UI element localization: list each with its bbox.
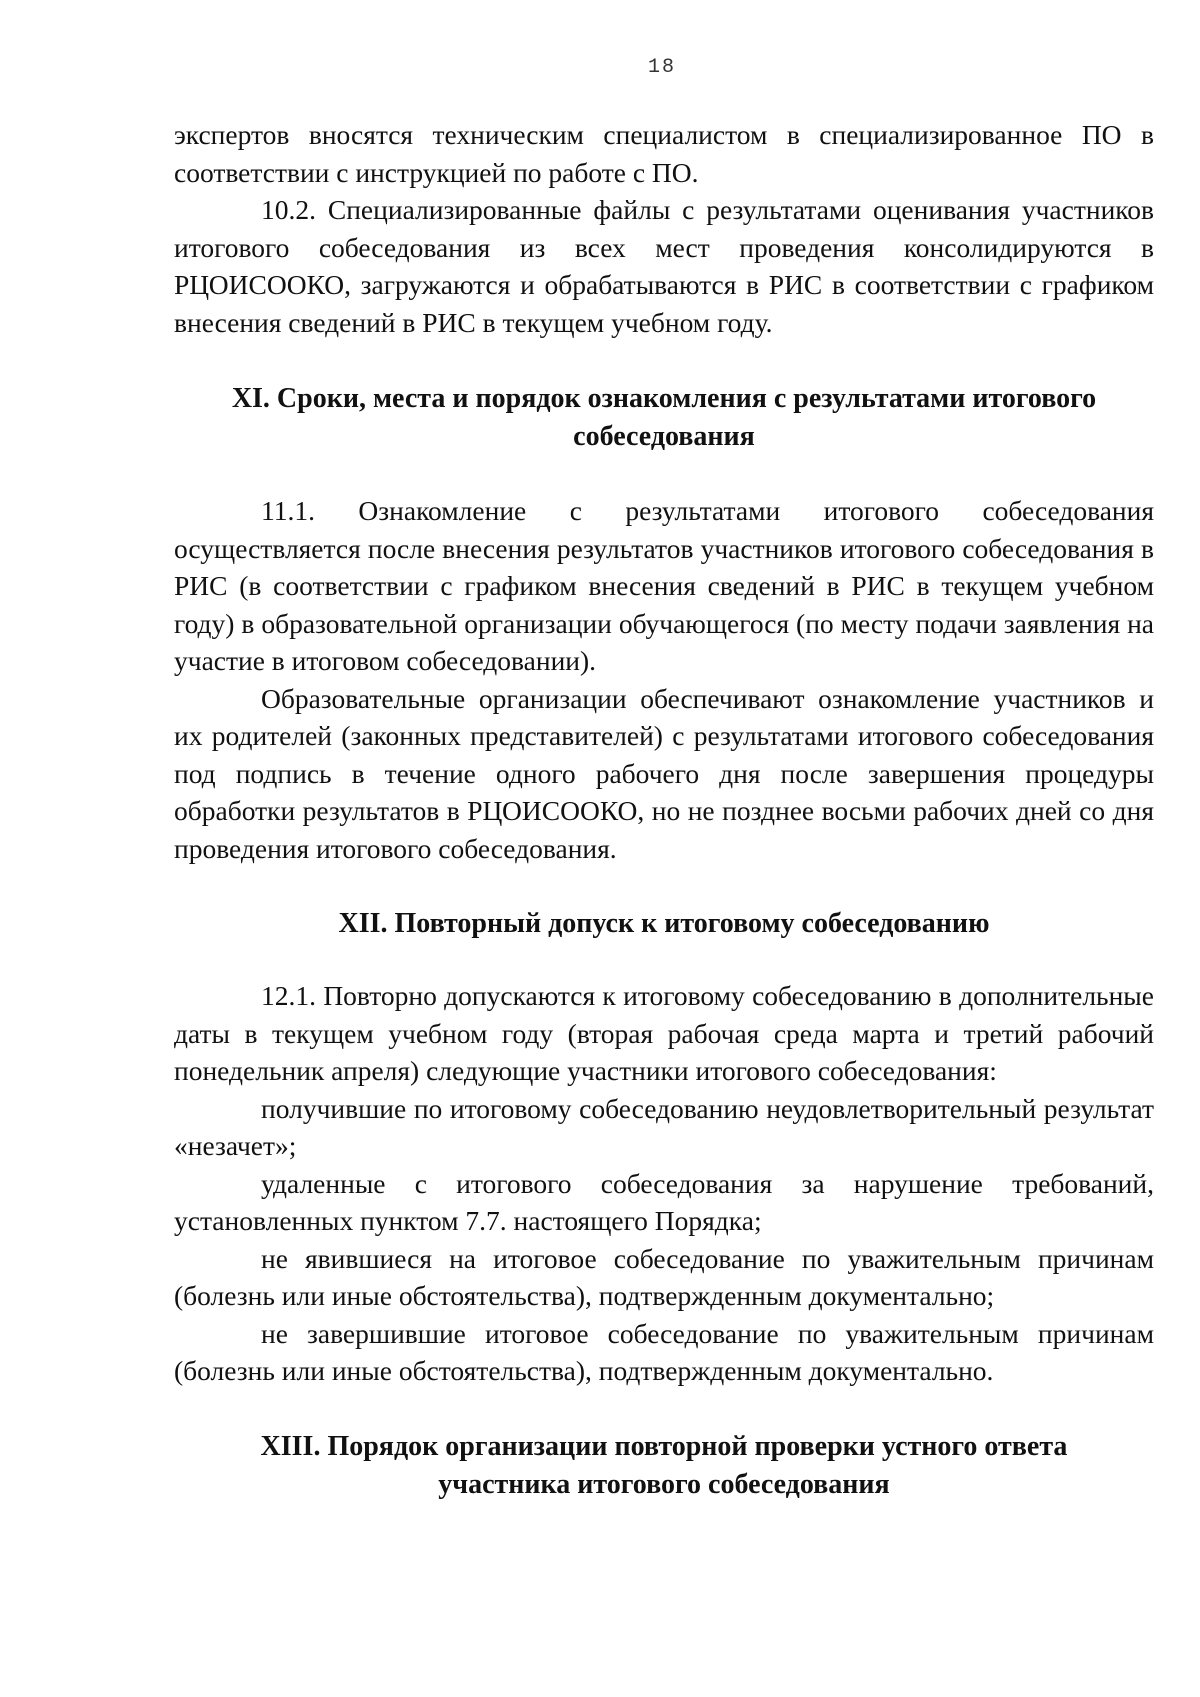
list-item-not-completed: не завершившие итоговое собеседование по уважительным причинам (болезнь или иные обстоятельства), подтвержденным документально.: [174, 1317, 1154, 1386]
section-heading-xi-line1: XI. Сроки, места и порядок ознакомления с результатами итогового: [231, 383, 1097, 414]
section-heading-xiii-line1: XIII. Порядок организации повторной проверки устного ответа: [260, 1430, 1068, 1462]
section-heading-xiii-line2: участника итогового собеседования: [438, 1468, 890, 1500]
page-number: 18: [647, 56, 676, 79]
section-heading-xi-line2: собеседования: [573, 421, 755, 452]
paragraph-11-1-b: Образовательные организации обеспечивают ознакомление участников и их родителей (законных представителей) с результатами итогового собеседования под подпись в течение одного рабочего дня после завершения процедуры обработки результатов в РЦОИСООКО, но не позднее восьми рабочих дней со дня проведения итогового собеседования.: [174, 682, 1154, 864]
paragraph-11-1: 11.1. Ознакомление с результатами итогового собеседования осуществляется после внесения результатов участников итогового собеседования в РИС (в соответствии с графиком внесения сведений в РИС в текущем учебном году) в образовательной организации обучающегося (по месту подачи заявления на участие в итоговом собеседовании).: [174, 495, 1154, 676]
document-body: [174, 116, 1154, 1504]
paragraph-continuation: экспертов вносятся техническим специалистом в специализированное ПО в соответствии с инструкцией по работе с ПО.: [174, 119, 1154, 188]
list-item-removed: удаленные с итогового собеседования за нарушение требований, установленных пунктом 7.7. настоящего Порядка;: [174, 1167, 1154, 1236]
paragraph-12-1: 12.1. Повторно допускаются к итоговому собеседованию в дополнительные даты в текущем учебном году (вторая рабочая среда марта и третий рабочий понедельник апреля) следующие участники итогового собеседования:: [174, 980, 1154, 1086]
section-heading-xiii: [174, 1428, 1154, 1504]
section-heading-xii: XII. Повторный допуск к итоговому собеседованию: [338, 908, 990, 939]
paragraph-10-2: 10.2. Специализированные файлы с результатами оценивания участников итогового собеседования из всех мест проведения консолидируются в РЦОИСООКО, загружаются и обрабатываются в РИС в соответствии с графиком внесения сведений в РИС в текущем учебном году.: [174, 194, 1154, 338]
section-heading-xi: [174, 380, 1154, 456]
list-item-failed: получившие по итоговому собеседованию неудовлетворительный результат «незачет»;: [174, 1092, 1154, 1161]
list-item-absent: не явившиеся на итоговое собеседование по уважительным причинам (болезнь или иные обстоятельства), подтвержденным документально;: [174, 1242, 1154, 1311]
